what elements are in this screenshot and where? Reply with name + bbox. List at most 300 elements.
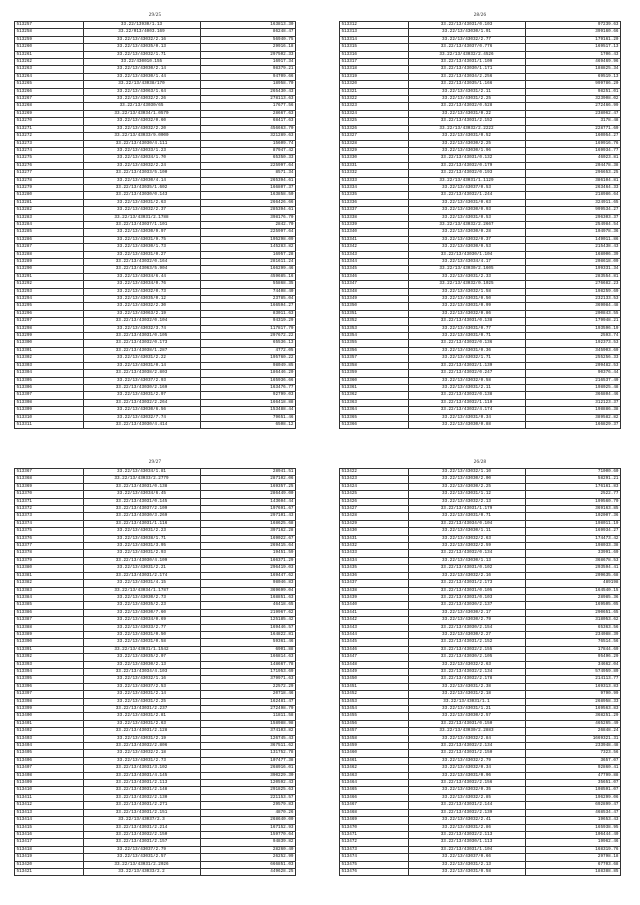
row-id: 513464 — [340, 780, 409, 787]
row-coordinate: 33.22/13/43030/0.88 — [408, 421, 525, 428]
row-id: 513350 — [340, 303, 409, 310]
row-coordinate: 33.22/13/43032/2.41 — [408, 817, 525, 824]
row-coordinate: 33.22/13/43030/2.1605 — [408, 266, 525, 273]
row-id: 513392 — [15, 654, 84, 661]
row-value: 1706.43 — [525, 51, 620, 58]
row-coordinate: 33.22/13/43037/2.53 — [83, 683, 200, 690]
row-value: 265430.43 — [200, 88, 295, 95]
row-value: 79651.46 — [200, 414, 295, 421]
table-row — [340, 780, 621, 787]
table-row — [340, 22, 621, 29]
table-row — [15, 476, 296, 483]
row-id: 513294 — [15, 296, 84, 303]
table-row — [15, 498, 296, 505]
row-coordinate: 33.22/13/43030/9.97 — [83, 229, 200, 236]
table-row — [340, 288, 621, 295]
table-row — [15, 750, 296, 757]
row-id: 513312 — [340, 22, 409, 29]
row-coordinate: 33.22/13/43035/0.13 — [83, 44, 200, 51]
row-coordinate: 33.22/13/43032/2.806 — [83, 743, 200, 750]
row-coordinate: 33.22/13/43032/4.174 — [408, 407, 525, 414]
row-value: 163858.50 — [200, 192, 295, 199]
row-id: 513433 — [340, 550, 409, 557]
table-row — [340, 399, 621, 406]
table-row — [340, 118, 621, 125]
row-id: 513377 — [15, 543, 84, 550]
table-row — [340, 868, 621, 875]
table-row — [340, 817, 621, 824]
row-value: 188825.34 — [525, 66, 620, 73]
row-id: 513465 — [340, 787, 409, 794]
table-row — [340, 469, 621, 476]
table-row — [340, 51, 621, 58]
row-id: 513415 — [15, 824, 84, 831]
row-value: 254984.54 — [525, 221, 620, 228]
table-row — [340, 743, 621, 750]
table-row — [340, 513, 621, 520]
row-coordinate: 33.22/13/43031/0.50 — [83, 631, 200, 638]
row-value: 268640.00 — [200, 817, 295, 824]
table-row — [15, 787, 296, 794]
row-id: 513360 — [340, 377, 409, 384]
row-id: 513456 — [340, 720, 409, 727]
row-value: 169934.27 — [525, 528, 620, 535]
row-id: 513354 — [340, 333, 409, 340]
table-row — [340, 273, 621, 280]
row-value: 196299.06 — [525, 794, 620, 801]
table-row — [15, 384, 296, 391]
row-coordinate: 33.22/13/43034/1.0570 — [83, 110, 200, 117]
row-id: 513298 — [15, 325, 84, 332]
row-id: 513368 — [15, 476, 84, 483]
table-row — [340, 476, 621, 483]
row-coordinate: 33.22/13/43031/1.1 — [408, 698, 525, 705]
row-id: 513281 — [15, 199, 84, 206]
row-coordinate: 33.22/13/43032/2.79 — [408, 757, 525, 764]
row-coordinate: 33.22/13/43031/2.144 — [408, 802, 525, 809]
row-value: 59361.46 — [200, 639, 295, 646]
row-id: 513380 — [15, 565, 84, 572]
row-coordinate: 33.22/13/43031/0.105 — [83, 333, 200, 340]
row-value: 169505.05 — [525, 602, 620, 609]
row-id: 513266 — [15, 88, 84, 95]
row-value: 209635.68 — [525, 572, 620, 579]
row-id: 513326 — [340, 125, 409, 132]
row-id: 513325 — [340, 118, 409, 125]
row-id: 513352 — [340, 318, 409, 325]
row-id: 513378 — [15, 550, 84, 557]
row-id: 513366 — [340, 421, 409, 428]
table-row — [340, 698, 621, 705]
row-id: 513288 — [15, 251, 84, 258]
table-row — [15, 654, 296, 661]
row-coordinate: 33.22/13/43030/6.56 — [83, 407, 200, 414]
table-row — [15, 288, 296, 295]
row-coordinate: 33.22/13/43030/2.25 — [408, 483, 525, 490]
row-value: 153488.44 — [200, 407, 295, 414]
row-value: 198011.19 — [525, 520, 620, 527]
row-coordinate: 33.22/13/43030/2.13 — [83, 661, 200, 668]
row-id: 513411 — [15, 794, 84, 801]
row-coordinate: 33.22/13/43031/0.150 — [408, 720, 525, 727]
row-id: 513446 — [340, 646, 409, 653]
row-id: 513309 — [15, 407, 84, 414]
row-value: 368678.53 — [525, 557, 620, 564]
table-row — [340, 140, 621, 147]
table-row — [340, 772, 621, 779]
table-row — [15, 506, 296, 513]
row-value: 166829.37 — [525, 421, 620, 428]
row-id: 513402 — [15, 728, 84, 735]
row-value: 169357.25 — [200, 483, 295, 490]
row-value: 204478.38 — [525, 162, 620, 169]
row-value: 198259.69 — [525, 288, 620, 295]
row-value: 272466.99 — [525, 103, 620, 110]
row-value: 169563.83 — [525, 706, 620, 713]
table-row — [15, 147, 296, 154]
row-coordinate: 33.22/13/43031/2.1788 — [83, 214, 200, 221]
row-id: 513418 — [15, 846, 84, 853]
table-row — [340, 831, 621, 838]
row-coordinate: 33.22/13/43034/2.256 — [408, 73, 525, 80]
row-coordinate: 33.22/13/43032/0.86 — [408, 310, 525, 317]
row-value: 46418.65 — [200, 602, 295, 609]
row-id: 513367 — [15, 469, 84, 476]
row-value: 324911.65 — [525, 199, 620, 206]
row-value: 287102.06 — [200, 476, 295, 483]
table-row — [15, 110, 296, 117]
row-value: 87947.42 — [200, 147, 295, 154]
row-coordinate: 33.22/13/43032/0.58 — [408, 377, 525, 384]
row-value: 164822.81 — [200, 631, 295, 638]
table-row — [15, 513, 296, 520]
row-value: 90376.44 — [525, 370, 620, 377]
row-coordinate: 33.22/13/43031/0.71 — [408, 513, 525, 520]
row-id: 513443 — [340, 624, 409, 631]
row-coordinate: 33.22/13/43031/0.53 — [408, 214, 525, 221]
row-value: 165938.95 — [525, 824, 620, 831]
table-row — [15, 81, 296, 88]
row-coordinate: 33.22/13/43032/7.74 — [83, 414, 200, 421]
table-row — [340, 392, 621, 399]
row-value: 374103.82 — [200, 728, 295, 735]
table-row — [340, 333, 621, 340]
row-value: 198025.48 — [525, 384, 620, 391]
table-row — [15, 118, 296, 125]
row-value: 145283.82 — [200, 244, 295, 251]
row-value: 199560.70 — [525, 498, 620, 505]
table-row — [15, 587, 296, 594]
row-coordinate: 33.22/13/43031/0.99 — [408, 303, 525, 310]
table-row — [15, 73, 296, 80]
row-coordinate: 33.22/13/43031/2.173 — [408, 580, 525, 587]
table-row — [340, 550, 621, 557]
table-row — [340, 809, 621, 816]
table-row — [15, 831, 296, 838]
row-id: 513353 — [340, 325, 409, 332]
row-value: 193596.19 — [525, 325, 620, 332]
table-row — [15, 96, 296, 103]
row-coordinate: 33.22/13/43031/2.21 — [83, 565, 200, 572]
table-row — [15, 809, 296, 816]
table-row — [340, 110, 621, 117]
row-id: 513425 — [340, 491, 409, 498]
row-coordinate: 33.22/13/43031/2.73 — [83, 757, 200, 764]
row-value: 192373.53 — [525, 340, 620, 347]
row-value: 200843.55 — [525, 310, 620, 317]
row-id: 513337 — [340, 207, 409, 214]
row-id: 513462 — [340, 765, 409, 772]
row-coordinate: 33.22/13/43030/0.53 — [408, 244, 525, 251]
row-id: 513301 — [15, 347, 84, 354]
row-coordinate: 33.22/13/43031/1.12 — [408, 491, 525, 498]
row-value: 163476.77 — [200, 384, 295, 391]
row-coordinate: 33.22/13/43032/2.18 — [83, 750, 200, 757]
row-value: 34662.04 — [525, 661, 620, 668]
row-coordinate: 33.22/13/43035/2.07 — [83, 654, 200, 661]
row-id: 513358 — [340, 362, 409, 369]
row-value: 225997.64 — [200, 162, 295, 169]
row-id: 513412 — [15, 802, 84, 809]
row-coordinate: 33.22/13/43032/0.35 — [408, 787, 525, 794]
row-value: 283554.81 — [525, 273, 620, 280]
row-id: 513365 — [340, 414, 409, 421]
row-coordinate: 33.22/13/43032/2.26 — [83, 96, 200, 103]
row-id: 513336 — [340, 199, 409, 206]
table-row — [340, 414, 621, 421]
table-row — [340, 59, 621, 66]
row-coordinate: 33.22/13/43031/0.103 — [408, 594, 525, 601]
row-id: 513328 — [340, 140, 409, 147]
row-id: 513401 — [15, 720, 84, 727]
row-value: 92799.03 — [200, 392, 295, 399]
table-row — [340, 421, 621, 428]
row-id: 513422 — [340, 469, 409, 476]
data-table — [339, 468, 621, 876]
table-row — [340, 214, 621, 221]
row-value: 379971.63 — [200, 676, 295, 683]
row-value: 26252.99 — [200, 854, 295, 861]
row-coordinate: 33.22/13/43031/1.21 — [408, 706, 525, 713]
row-value: 221153.57 — [200, 794, 295, 801]
row-value: 225997.64 — [200, 229, 295, 236]
table-row — [340, 728, 621, 735]
row-value: 449628.25 — [200, 868, 295, 875]
row-value: 104978.36 — [525, 229, 620, 236]
row-value: 369699.04 — [200, 587, 295, 594]
row-coordinate: 33.22/13/43032/1.16 — [83, 676, 200, 683]
table-row — [340, 177, 621, 184]
row-id: 513347 — [340, 281, 409, 288]
row-id: 513397 — [15, 691, 84, 698]
row-value: 19451.59 — [200, 550, 295, 557]
table-row — [340, 370, 621, 377]
row-value: 149011.86 — [525, 236, 620, 243]
row-coordinate: 33.22/13/43031/3.95 — [83, 543, 200, 550]
row-value: 169447.62 — [200, 572, 295, 579]
row-value: 6508.12 — [200, 421, 295, 428]
row-value: 168319.76 — [525, 846, 620, 853]
table-row — [15, 370, 296, 377]
row-value: 255256.33 — [525, 355, 620, 362]
table-row — [15, 251, 296, 258]
row-id: 513308 — [15, 399, 84, 406]
table-row — [340, 244, 621, 251]
row-value: 228771.69 — [525, 125, 620, 132]
row-id: 513302 — [15, 355, 84, 362]
table-row — [15, 333, 296, 340]
row-coordinate: 33.22/13/43037/2.3 — [83, 817, 200, 824]
row-coordinate: 33.22/13/43033/2.2779 — [83, 476, 200, 483]
row-value: 17844.69 — [525, 646, 620, 653]
row-value: 3178.48 — [525, 118, 620, 125]
row-value: 168851.63 — [200, 594, 295, 601]
row-value: 55868.35 — [200, 281, 295, 288]
row-value: 131752.78 — [200, 750, 295, 757]
table-row — [15, 229, 296, 236]
row-id: 513348 — [340, 288, 409, 295]
row-coordinate: 33.22/13/43030/2.105 — [408, 654, 525, 661]
table-row — [340, 259, 621, 266]
row-value: 167152.93 — [200, 824, 295, 831]
row-value: 215438.43 — [525, 244, 620, 251]
row-id: 513394 — [15, 668, 84, 675]
row-value: 297502.33 — [200, 51, 295, 58]
table-row — [15, 103, 296, 110]
table-row — [340, 750, 621, 757]
table-row — [15, 868, 296, 875]
row-coordinate: 33.22/13/43032/2.16 — [408, 572, 525, 579]
row-id: 513364 — [340, 407, 409, 414]
row-coordinate: 33.22/13/43031/1.1542 — [83, 646, 200, 653]
row-id: 513453 — [340, 698, 409, 705]
row-coordinate: 33.22/13/43032/2.20 — [83, 125, 200, 132]
row-id: 513432 — [340, 543, 409, 550]
row-value: 176161.83 — [525, 483, 620, 490]
row-coordinate: 33.22/13/43035/0.12 — [83, 296, 200, 303]
row-value: 234088.39 — [525, 631, 620, 638]
table-row — [340, 318, 621, 325]
row-id: 513268 — [15, 103, 84, 110]
row-id: 513316 — [340, 51, 409, 58]
row-id: 513264 — [15, 73, 84, 80]
table-row — [340, 355, 621, 362]
row-value: 489198 — [525, 580, 620, 587]
row-id: 513390 — [15, 639, 84, 646]
row-value: 46023.81 — [525, 155, 620, 162]
row-coordinate: 33.22/13/43038/1.287 — [83, 347, 200, 354]
row-coordinate: 33.22/13/43032/0.247 — [408, 370, 525, 377]
sheet-panel-3 — [14, 458, 296, 876]
row-value: 19653.43 — [525, 817, 620, 824]
row-value: 33991.69 — [525, 550, 620, 557]
row-coordinate: 33.22/13/43032/0.60 — [83, 118, 200, 125]
row-coordinate: 33.22/13/43031/0.36 — [408, 347, 525, 354]
row-id: 513445 — [340, 639, 409, 646]
row-coordinate: 33.22/13/43031/2.25 — [83, 698, 200, 705]
row-value: 6901.88 — [200, 646, 295, 653]
table-row — [15, 236, 296, 243]
row-id: 513396 — [15, 683, 84, 690]
table-row — [15, 535, 296, 542]
row-coordinate: 33.22/13/43031/2.2026 — [83, 861, 200, 868]
row-value: 8571.34 — [200, 170, 295, 177]
row-coordinate: 33.22/13/43031/0.145 — [83, 498, 200, 505]
row-value: 208618.09 — [525, 259, 620, 266]
panel-title: 28/26 — [473, 13, 487, 18]
row-coordinate: 33.22/13/43030/3.269 — [83, 513, 200, 520]
table-row — [15, 631, 296, 638]
row-value: 4772.05 — [200, 347, 295, 354]
table-row — [15, 125, 296, 132]
row-id: 513430 — [340, 528, 409, 535]
row-id: 513409 — [15, 780, 84, 787]
row-coordinate: 33.22/13/43032/0.173 — [83, 340, 200, 347]
table-row — [340, 587, 621, 594]
table-row — [340, 483, 621, 490]
sheet-panel-2 — [339, 11, 621, 429]
table-row — [15, 162, 296, 169]
row-value: 692899.47 — [525, 802, 620, 809]
row-value: 999786.20 — [525, 81, 620, 88]
table-row — [15, 421, 296, 428]
table-row — [340, 794, 621, 801]
row-coordinate: 33.22/13/43034/6.45 — [83, 491, 200, 498]
table-row — [340, 384, 621, 391]
row-coordinate: 33.22/13/43031/1.109 — [408, 59, 525, 66]
row-value: 35651.07 — [525, 780, 620, 787]
row-id: 513388 — [15, 624, 84, 631]
row-coordinate: 33.22/13/43031/4.145 — [83, 772, 200, 779]
row-id: 513374 — [15, 520, 84, 527]
row-coordinate: 33.22/013/4003.169 — [83, 29, 200, 36]
row-coordinate: 33.22/13/43031/0.96 — [408, 772, 525, 779]
row-id: 513304 — [15, 370, 84, 377]
row-coordinate: 33.22/13/43030/2.2883 — [408, 728, 525, 735]
row-id: 513319 — [340, 73, 409, 80]
row-id: 513323 — [340, 103, 409, 110]
row-id: 513300 — [15, 340, 84, 347]
data-table — [339, 21, 621, 429]
row-value: 296653.25 — [525, 170, 620, 177]
data-table — [14, 21, 296, 429]
row-id: 513454 — [340, 706, 409, 713]
row-coordinate: 33.22/13/43032/0.37 — [408, 236, 525, 243]
row-id: 513273 — [15, 140, 84, 147]
table-row — [340, 624, 621, 631]
row-coordinate: 33.22/13/43031/2.214 — [83, 824, 200, 831]
row-id: 513448 — [340, 661, 409, 668]
row-id: 513307 — [15, 392, 84, 399]
row-coordinate: 33.22/13/43030/1.73 — [83, 244, 200, 251]
row-id: 513282 — [15, 207, 84, 214]
row-value: 999534.27 — [525, 207, 620, 214]
row-value: 219967.62 — [200, 609, 295, 616]
row-coordinate: 33.22/13/43032/0.138 — [408, 392, 525, 399]
row-coordinate: 33.22/13/43034/4.17 — [408, 259, 525, 266]
row-coordinate: 33.22/13/43031/2.151 — [83, 809, 200, 816]
row-id: 513369 — [15, 483, 84, 490]
row-id: 513306 — [15, 384, 84, 391]
row-value: 68417.63 — [200, 118, 295, 125]
row-id: 513435 — [340, 565, 409, 572]
row-coordinate: 33.22/13/43031/2.63 — [83, 720, 200, 727]
row-coordinate: 33.22/13/43034/6.44 — [83, 273, 200, 280]
table-row — [15, 639, 296, 646]
row-value: 272498.79 — [200, 706, 295, 713]
row-value: 195760.22 — [200, 355, 295, 362]
row-value: 398176.70 — [200, 214, 295, 221]
